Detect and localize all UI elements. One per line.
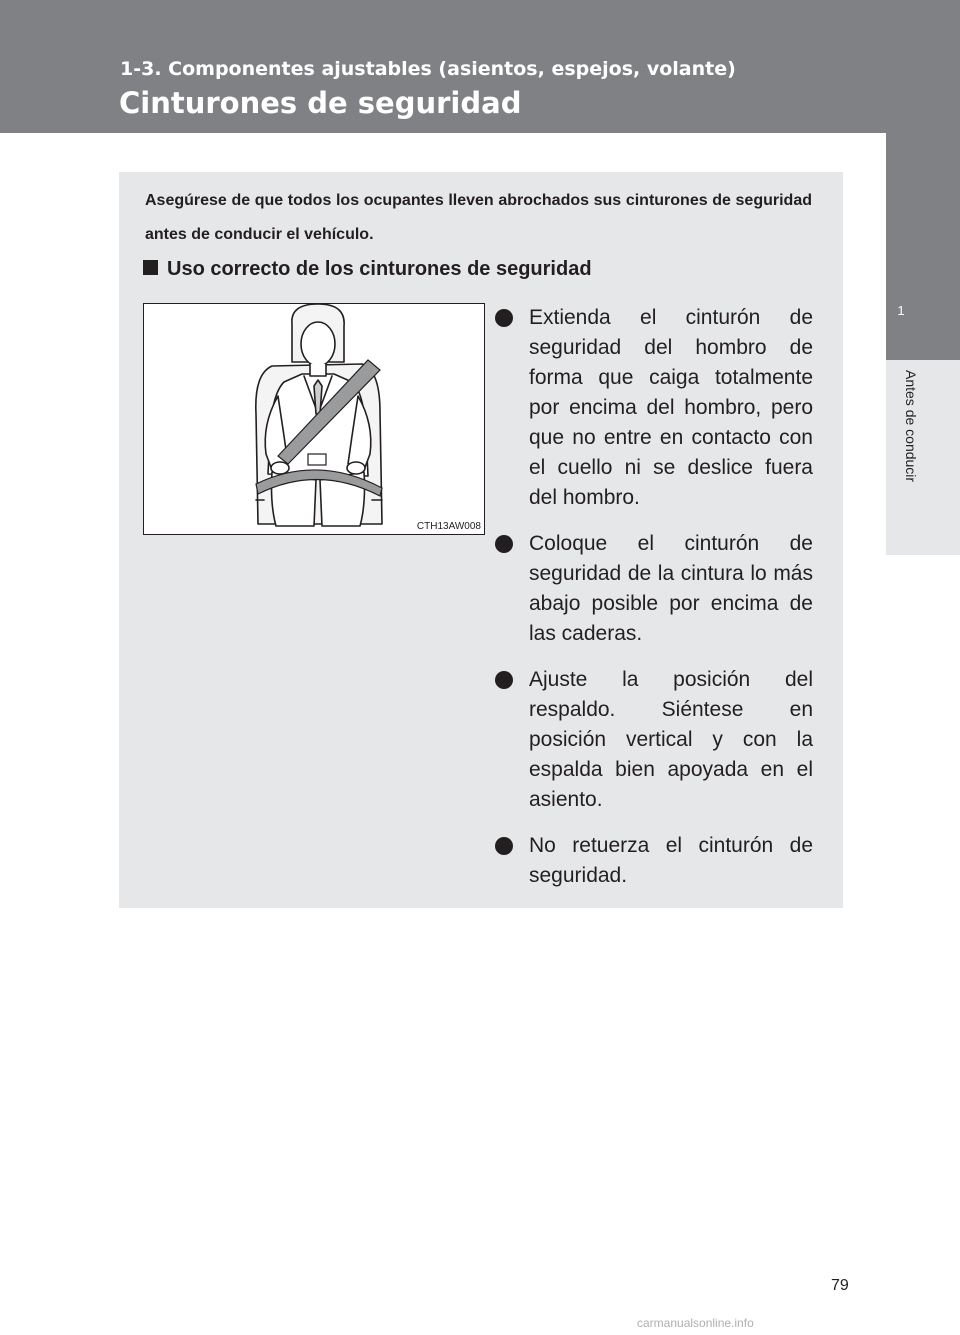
seated-person-drawing xyxy=(144,304,484,534)
intro-text: Asegúrese de que todos los ocupantes lleven abrochados sus cinturones de seguridad antes de conducir el vehículo. xyxy=(145,192,812,243)
watermark: carmanualsonline.info xyxy=(637,1316,754,1330)
square-bullet-icon xyxy=(143,260,158,275)
page-title: Cinturones de seguridad xyxy=(119,86,522,120)
list-item-text: No retuerza el cinturón de seguridad. xyxy=(529,834,813,887)
chapter-number: 1 xyxy=(897,303,905,318)
list-item xyxy=(492,529,813,649)
list-item-text: Extienda el cinturón de seguridad del hombro de forma que caiga totalmente por encima del hombro, pero que no entre en contacto con el cuello ni se deslice fuera del hombro. xyxy=(529,306,813,509)
chapter-label: Antes de conducir xyxy=(903,370,919,483)
bullet-icon xyxy=(495,535,513,553)
instruction-list xyxy=(492,303,813,907)
list-item xyxy=(492,665,813,815)
list-item-text: Coloque el cinturón de seguridad de la cintura lo más abajo posible por encima de las caderas. xyxy=(529,532,813,645)
bullet-icon xyxy=(495,309,513,327)
subheading xyxy=(143,258,592,281)
bullet-icon xyxy=(495,837,513,855)
list-item xyxy=(492,303,813,513)
section-heading: 1-3. Componentes ajustables (asientos, espejos, volante) xyxy=(120,58,736,80)
page-number: 79 xyxy=(831,1277,849,1294)
figure-code: CTH13AW008 xyxy=(416,521,481,532)
list-item-text: Ajuste la posición del respaldo. Siéntese en posición vertical y con la espalda bien apoyada en el asiento. xyxy=(529,668,813,811)
subheading-text: Uso correcto de los cinturones de seguridad xyxy=(167,258,592,280)
seatbelt-illustration xyxy=(143,303,485,535)
bullet-icon xyxy=(495,671,513,689)
list-item xyxy=(492,831,813,891)
